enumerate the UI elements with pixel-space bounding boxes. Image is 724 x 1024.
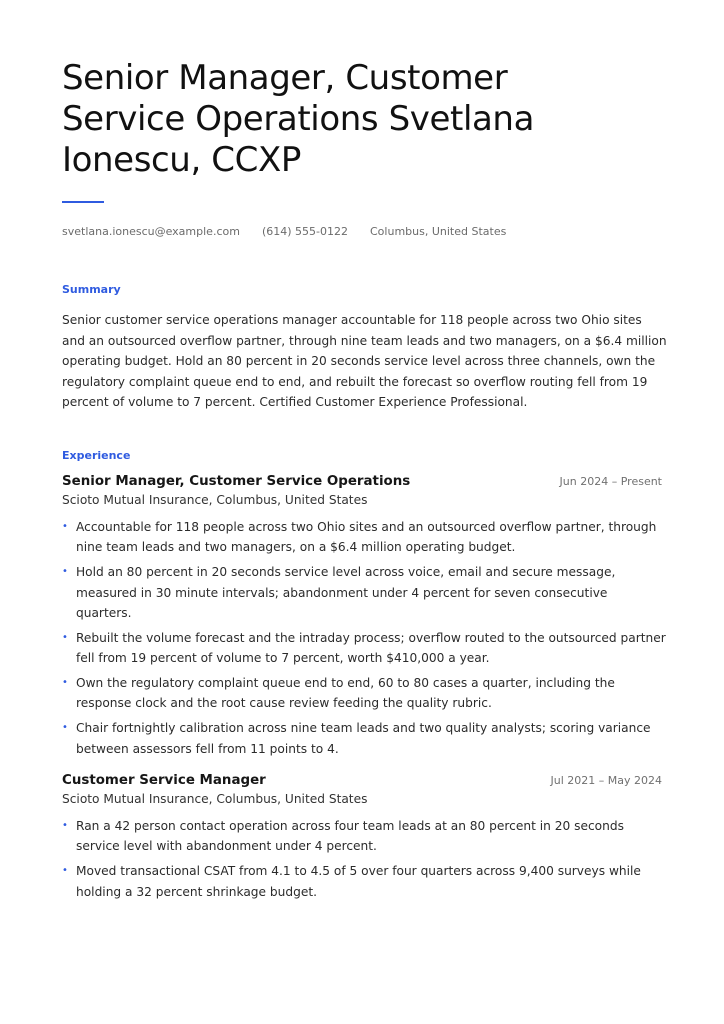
job-header [62,773,662,788]
job-bullet [62,673,666,714]
experience-heading: Experience [62,448,131,462]
job-bullet [62,816,666,857]
job-bullet-text: Hold an 80 percent in 20 seconds service level across voice, email and secure message, measured in 30 minute intervals; abandonment under 4 percent for seven consecutive quarters. [76,565,616,620]
job-bullet [62,861,666,902]
job-company: Scioto Mutual Insurance, Columbus, United States [62,792,368,806]
title-divider [62,201,104,203]
job-bullet [62,562,666,623]
name-title: Senior Manager, Customer Service Operations Svetlana Ionescu, CCXP [62,58,535,180]
summary-text: Senior customer service operations manager accountable for 118 people across two Ohio sites and an outsourced overflow partner, through nine team leads and two managers, on a $6.4 million operating budget. Hold an 80 percent in 20 seconds service level across three channels, own the regulatory complaint queue end to end, and rebuilt the forecast so overflow routing fell from 19 percent of volume to 7 percent. Certified Customer Experience Professional. [62,313,667,410]
job-bullet-text: Accountable for 118 people across two Ohio sites and an outsourced overflow partner, through nine team leads and two managers, on a $6.4 million operating budget. [76,519,657,555]
job-bullet-text: Chair fortnightly calibration across nine team leads and two quality analysts; scoring variance between assessors fell from 11 points to 4. [76,721,651,756]
job-title: Senior Manager, Customer Service Operations [62,473,411,489]
job-entry [62,473,666,759]
bullet-icon: • [62,820,68,831]
job-dates: Jun 2024 – Present [559,474,662,488]
bullet-icon: • [62,676,68,688]
job-bullet-text: Rebuilt the volume forecast and the intraday process; overflow routed to the outsourced partner fell from 19 percent of volume to 7 percent, worth $410,000 a year. [76,630,666,666]
job-bullet-list [62,517,666,759]
job-bullet-text: Moved transactional CSAT from 4.1 to 4.5 of 5 over four quarters across 9,400 surveys while holding a 32 percent shrinkage budget. [76,864,641,899]
bullet-icon: • [62,520,68,532]
job-company: Scioto Mutual Insurance, Columbus, United States [62,492,368,507]
job-bullet-text: Own the regulatory complaint queue end to end, 60 to 80 cases a quarter, including the response clock and the root cause review feeding the quality rubric. [76,675,615,711]
contact-phone[interactable]: (614) 555-0122 [261,225,348,238]
job-bullet [62,718,666,759]
job-bullet-text: Ran a 42 person contact operation across four team leads at an 80 percent in 20 seconds service level with abandonment under 4 percent. [76,819,624,854]
summary-heading: Summary [62,283,121,296]
bullet-icon: • [62,722,68,734]
job-bullet [62,628,666,669]
contact-location: Columbus, United States [370,225,507,238]
job-bullet-list [62,816,662,902]
job-bullet [62,517,666,558]
resume-page [62,58,667,906]
contact-email[interactable]: svetlana.ionescu@example.com [62,225,240,238]
job-dates: Jul 2021 – May 2024 [550,774,662,787]
job-entry [62,773,662,902]
bullet-icon: • [62,631,68,643]
job-title: Customer Service Manager [62,773,266,788]
contact-row [62,225,662,238]
bullet-icon: • [62,865,68,877]
bullet-icon: • [62,566,68,578]
job-header [62,474,662,489]
